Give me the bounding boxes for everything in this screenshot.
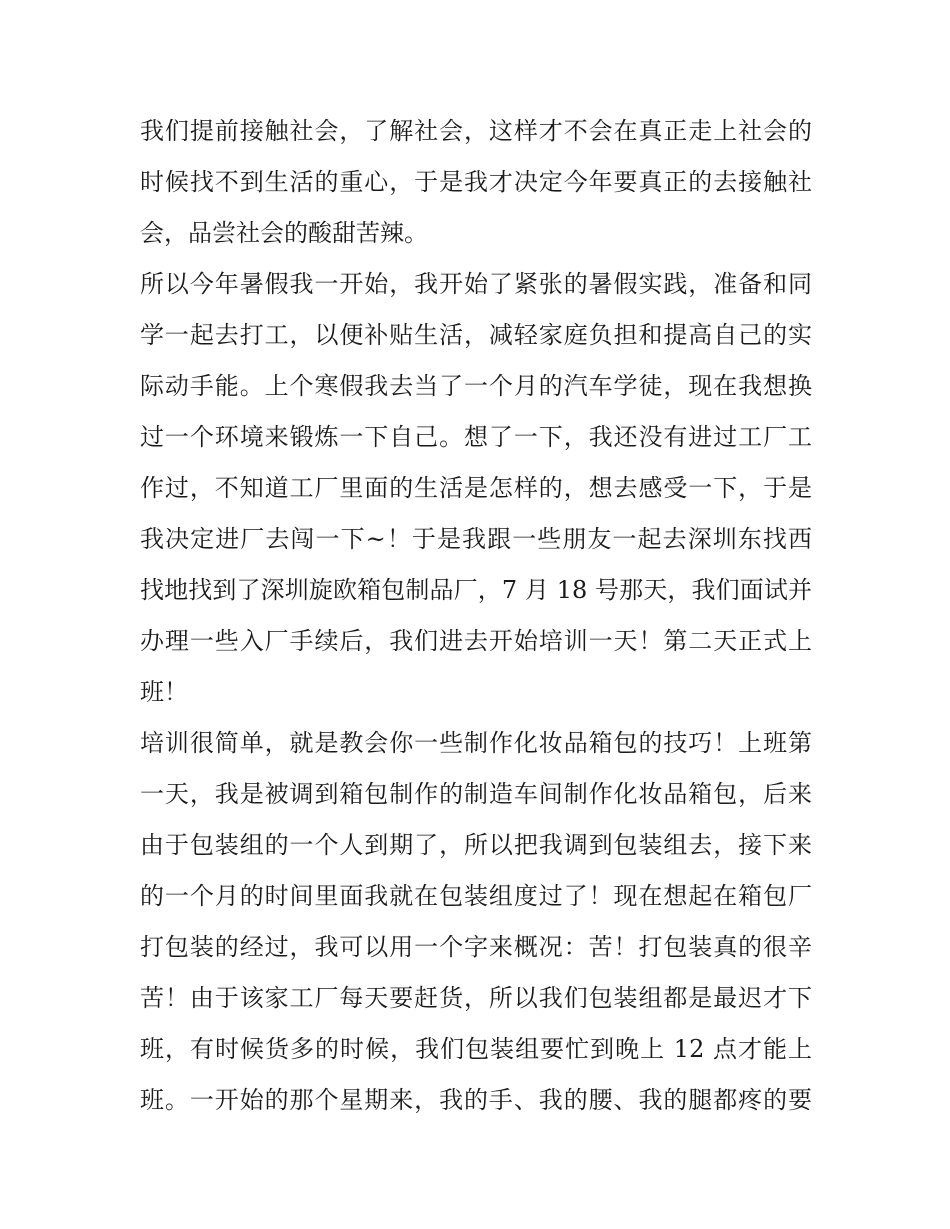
paragraph-3 (140, 718, 812, 1126)
text-line: 找地找到了深圳旋欧箱包制品厂，7 月 18 号那天，我们面试并 (140, 576, 812, 604)
text-line: 一天，我是被调到箱包制作的制造车间制作化妆品箱包，后来 (140, 780, 812, 808)
text-line: 班！ (140, 678, 188, 706)
paragraph-2 (140, 259, 812, 718)
text-line: 际动手能。上个寒假我去当了一个月的汽车学徒，现在我想换 (140, 372, 812, 400)
text-line: 班。一开始的那个星期来，我的手、我的腰、我的腿都疼的要 (140, 1086, 812, 1114)
text-line: 我决定进厂去闯一下~！于是我跟一些朋友一起去深圳东找西 (140, 525, 812, 553)
body-text (140, 106, 812, 1126)
text-line: 会，品尝社会的酸甜苦辣。 (140, 219, 428, 247)
text-line: 打包装的经过，我可以用一个字来概况：苦！打包装真的很辛 (140, 933, 812, 961)
text-line: 的一个月的时间里面我就在包装组度过了！现在想起在箱包厂 (140, 882, 812, 910)
paragraph-1 (140, 106, 812, 259)
text-line: 班，有时候货多的时候，我们包装组要忙到晚上 12 点才能上 (140, 1035, 812, 1063)
text-line: 时候找不到生活的重心，于是我才决定今年要真正的去接触社 (140, 168, 812, 196)
text-line: 办理一些入厂手续后，我们进去开始培训一天！第二天正式上 (140, 627, 812, 655)
text-line: 过一个环境来锻炼一下自己。想了一下，我还没有进过工厂工 (140, 423, 812, 451)
text-line: 所以今年暑假我一开始，我开始了紧张的暑假实践，准备和同 (140, 270, 812, 298)
text-line: 学一起去打工，以便补贴生活，减轻家庭负担和提高自己的实 (140, 321, 812, 349)
text-line: 作过，不知道工厂里面的生活是怎样的，想去感受一下，于是 (140, 474, 812, 502)
text-line: 培训很简单，就是教会你一些制作化妆品箱包的技巧！上班第 (140, 729, 812, 757)
text-line: 我们提前接触社会，了解社会，这样才不会在真正走上社会的 (140, 117, 812, 145)
text-line: 由于包装组的一个人到期了，所以把我调到包装组去，接下来 (140, 831, 812, 859)
text-line: 苦！由于该家工厂每天要赶货，所以我们包装组都是最迟才下 (140, 984, 812, 1012)
